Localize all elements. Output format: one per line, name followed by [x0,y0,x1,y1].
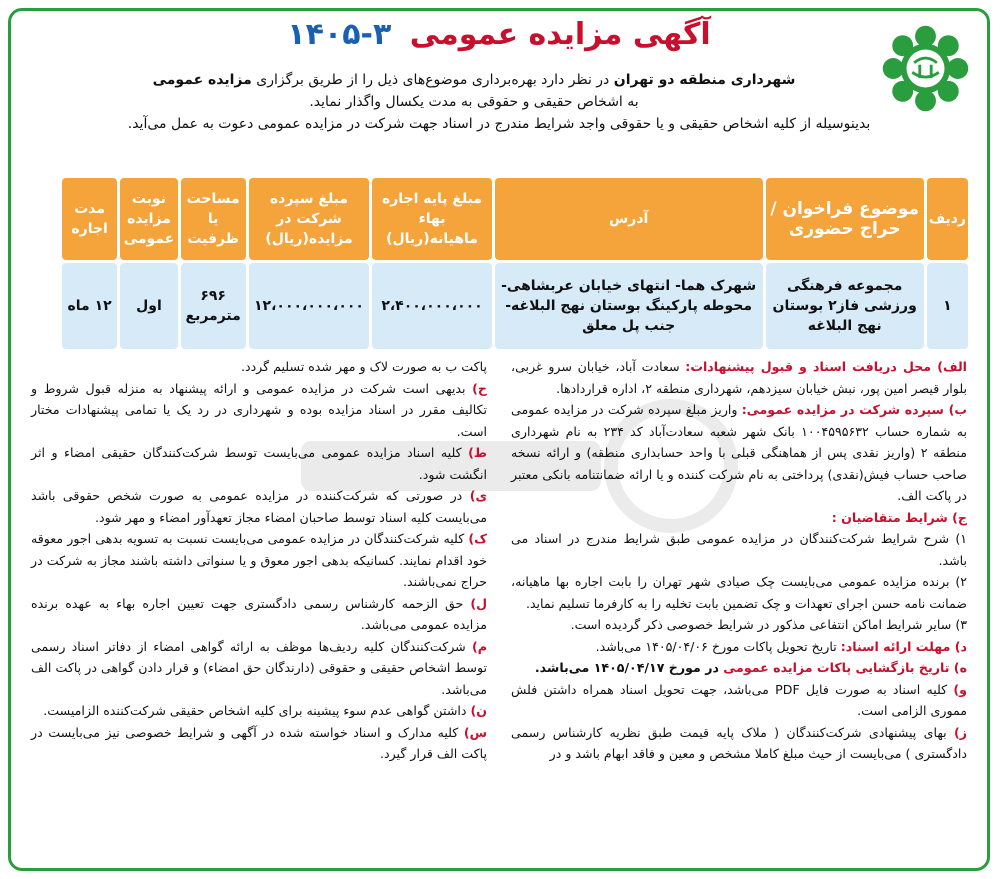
clause-s [31,722,487,765]
tehran-municipality-logo [878,21,973,116]
clause-n-label: ن) [470,703,487,718]
clause-l-label: ل) [470,595,487,611]
conditions-left-column [31,356,487,862]
clause-a [511,356,967,399]
clause-n-text: داشتن گواهی عدم سوء پیشینه برای کلیه اشخاص حقیقی شرکت‌کننده الزامیست. [43,703,471,718]
table-row [62,263,968,349]
clause-b-label: ب) سپرده شرکت در مزایده عمومی: [741,402,967,417]
clause-e-text: در مورخ ۱۴۰۵/۰۴/۱۷ می‌باشد. [534,660,724,675]
intro-paragraph [81,69,867,113]
clause-c-3: ۳) سایر شرایط اماکن انتفاعی مذکور در شرایط خصوصی ذکر گردیده است. [570,617,967,632]
clause-continued: پاکت ب به صورت لاک و مهر شده تسلیم گردد. [240,359,487,374]
clause-l [31,593,487,636]
clause-k [31,528,487,593]
clause-t-label: ط) [468,445,487,460]
clause-d [511,636,967,658]
clause-s-label: س) [463,724,487,740]
cell-base-rent: ۲،۴۰۰،۰۰۰،۰۰۰ [372,263,491,349]
conditions-right-column [511,356,967,862]
clause-s-text: کلیه مدارک و اسناد خواسته شده در آگهی و شرایط خصوصی نیز می‌بایست در پاکت الف قرار گیرد. [31,724,487,761]
clause-y-text: در صورتی که شرکت‌کننده در مزایده عمومی به صورت شخص حقوقی باشد می‌بایست کلیه اسناد توسط صاحبان امضاء مجاز تعهدآور امضاء و مهر شود. [31,488,487,525]
clause-h-label: ح) [472,380,487,396]
clause-d-label: د) مهلت ارائه اسناد: [840,638,967,654]
cell-duration: ۱۲ ماه [62,263,117,349]
clause-e-label: ه) تاریخ بازگشایی پاکات مزایده عمومی [723,660,967,675]
col-address: آدرس [495,178,763,260]
intro-invitation: بدینوسیله از کلیه اشخاص حقیقی و یا حقوقی واجد شرایط مندرج در اسناد جهت شرکت در مزایده عمومی دعوت به عمل می‌آید. [127,116,871,132]
col-base-rent: مبلغ پایه اجاره بهاء ماهیانه(ریال) [372,178,491,260]
clause-c-1: ۱) شرح شرایط شرکت‌کنندگان در مزایده عمومی طبق شرایط مندرج در اسناد می باشد. [511,531,967,568]
clause-c-label: ج) شرایط متقاضیان : [831,509,967,525]
clause-l-text: حق الزحمه کارشناس رسمی دادگستری جهت تعیین اجاره بهاء به عهده برنده مزایده عمومی می‌باشد. [31,595,487,632]
col-row-no: ردیف [927,178,968,260]
clause-b [511,399,967,507]
col-deposit: مبلغ سپرده شرکت در مزایده(ریال) [249,178,370,260]
clause-m [31,636,487,701]
title-number: ۳-۱۴۰۵ [287,17,392,52]
clause-c [511,507,967,529]
clause-n [31,700,487,722]
cell-round: اول [120,263,177,349]
intro-municipality: شهرداری منطقه دو تهران [613,72,796,88]
clause-c-2: ۲) برنده مزایده عمومی می‌بایست چک صیادی شهر تهران را بابت اجاره بها ماهیانه، ضمانت نامه حسن اجرای تعهدات و چک تضمین بابت تخلیه را به کارفرما تسلیم نماید. [511,574,967,611]
clause-a-text: سعادت آباد، خیابان سرو غربی، بلوار قیصر امین پور، نبش خیابان سیزدهم، شهرداری منطقه ۲، اداره قراردادها. [511,359,967,396]
clause-b-text: واریز مبلغ سپرده شرکت در مزایده عمومی به شماره حساب ۱۰۰۴۵۹۵۶۳۲ بانک شهر شعبه سعادت‌آباد کد ۲۳۴ به نام شهرداری منطقه ۲ (واریز نقدی پس از هماهنگی قبلی با واحد حسابداری منطقه) و ارائه نسخه صاحب حساب فیش(نقدی) پرداختی به نام شرکت کننده و یا ارائه ضمانتنامه بانکی معتبر در پاکت الف. [511,402,967,503]
conditions-body [31,356,967,862]
clause-e [511,657,967,679]
col-duration: مدت اجاره [62,178,117,260]
clause-h-text: بدیهی است شرکت در مزایده عمومی و ارائه پیشنهاد به منزله قبول شروط و تکالیف مقرر در اسناد مزایده بوده و شهرداری در رد یک یا تمامی پیشنهادات مختار است. [31,380,487,439]
intro-public-auction: مزایده عمومی [152,72,252,88]
clause-t [31,442,487,485]
clause-g-text: بهای پیشنهادی شرکت‌کنندگان ( ملاک پایه قیمت طبق نظریه کارشناس رسمی دادگستری ) می‌بایست از حیث مبلغ کاملا مشخص و معین و فاقد ابهام باشد و در [511,724,967,761]
cell-subject: مجموعه فرهنگی ورزشی فاز۲ بوستان نهج البلاغه [766,263,924,349]
clause-d-text: تاریخ تحویل پاکات مورخ ۱۴۰۵/۰۴/۰۶ می‌باشد. [595,638,841,654]
table-header-row [62,178,968,260]
clause-m-label: م) [472,638,487,654]
clause-t-text: کلیه اسناد مزایده عمومی می‌بایست توسط شرکت‌کنندگان حقیقی امضاء و اثر انگشت شود. [31,445,487,482]
notice-title [191,17,807,52]
col-subject: موضوع فراخوان / حراج حضوری [766,178,924,260]
intro-text-2: به اشخاص حقیقی و حقوقی به مدت یکسال واگذار نماید. [309,94,639,110]
col-area: مساحت یا ظرفیت [181,178,246,260]
cell-deposit: ۱۲،۰۰۰،۰۰۰،۰۰۰ [249,263,370,349]
cell-area: ۶۹۶ مترمربع [181,263,246,349]
notice-frame [8,8,990,871]
clause-g [511,722,967,765]
intro-text-1: در نظر دارد بهره‌برداری موضوع‌های ذیل را از طریق برگزاری [251,72,614,88]
col-round: نوبت مزایده عمومی [120,178,177,260]
auction-table [59,175,971,352]
clause-g-label: ز) [953,724,967,740]
clause-f-text: کلیه اسناد به صورت فایل PDF می‌باشد، جهت تحویل اسناد همراه داشتن فلش مموری الزامی است. [511,681,967,718]
clause-k-text: کلیه شرکت‌کنندگان در مزایده عمومی می‌بایست نسبت به تسویه بدهی اجور معوقه خود اقدام نمایند. کسانیکه بدهی اجور معوق و یا سنواتی داشته باشند مجاز به شرکت در حراج نمی‌باشند. [31,531,487,589]
clause-y [31,485,487,528]
cell-row-no: ۱ [927,263,968,349]
clause-h [31,378,487,443]
cell-address: شهرک هما- انتهای خیابان عربشاهی- محوطه پارکینگ بوستان نهج البلاغه- جنب پل معلق [495,263,763,349]
clause-m-text: شرکت‌کنندگان کلیه ردیف‌ها موظف به ارائه گواهی امضاء از دفاتر اسناد رسمی توسط اشخاص حقیقی و حقوقی (دارندگان حق امضاء) و قرار دادن گواهی در پاکت الف می‌باشد. [31,638,487,697]
clause-k-label: ک) [468,531,487,546]
clause-f-label: و) [953,681,968,697]
clause-a-label: الف) محل دریافت اسناد و قبول پیشنهادات: [685,359,967,374]
title-text: آگهی مزایده عمومی [409,17,711,52]
clause-f [511,679,967,722]
clause-y-label: ی) [469,488,487,503]
